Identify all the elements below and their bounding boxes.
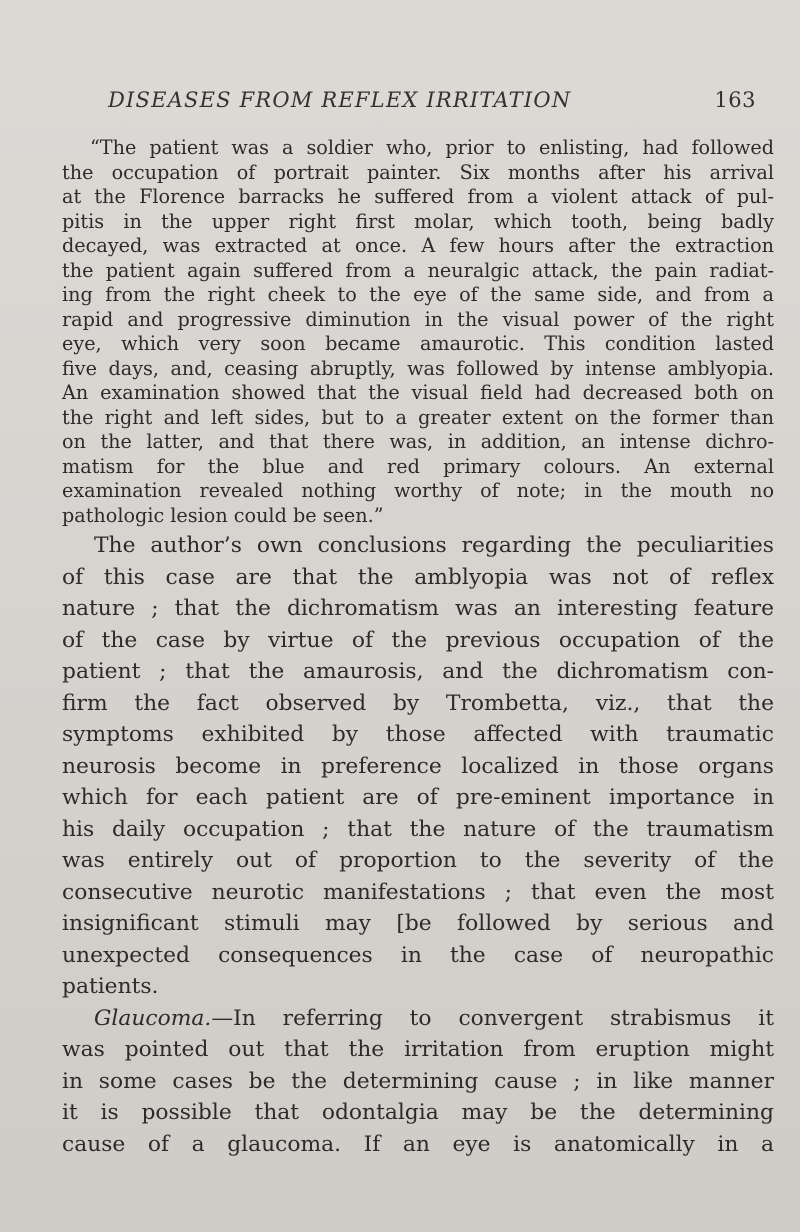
body-line: patient ; that the amaurosis, and the dichromatism con- (62, 659, 774, 684)
quote-line: eye, which very soon became amaurotic. This condition lasted (62, 332, 774, 355)
body-line: neurosis become in preference localized in those organs (62, 753, 774, 779)
body-line: cause of a glaucoma. If an eye is anatomically in a (62, 1131, 774, 1157)
body-line: consecutive neurotic manifestations ; that even the most (62, 879, 774, 905)
body-line: The author’s own conclusions regarding the peculiarities (94, 533, 774, 558)
quote-line: the patient again suffered from a neuralgic attack, the pain radiat- (62, 258, 774, 282)
body-line: firm the fact observed by Trombetta, viz., that the (62, 690, 774, 716)
body-line: it is possible that odontalgia may be the determining (62, 1100, 774, 1125)
body-line: nature ; that the dichromatism was an interesting feature (62, 596, 774, 621)
page-number: 163 (714, 88, 756, 112)
running-head (108, 88, 768, 118)
body-line: of this case are that the amblyopia was not of reflex (62, 564, 774, 590)
quote-line: pitis in the upper right first molar, which tooth, being badly (62, 209, 774, 233)
body-line: symptoms exhibited by those affected with traumatic (62, 722, 774, 747)
quote-line: An examination showed that the visual field had decreased both on (62, 381, 774, 404)
quote-line: ing from the right cheek to the eye of the same side, and from a (62, 283, 774, 306)
body-line: unexpected consequences in the case of neuropathic (62, 942, 774, 968)
quote-line: the occupation of portrait painter. Six months after his arrival (62, 160, 774, 184)
body-line: of the case by virtue of the previous occupation of the (62, 627, 774, 653)
quoted-case-report (62, 136, 774, 528)
glaucoma-paragraph-first-line (62, 1003, 774, 1035)
quote-line: five days, and, ceasing abruptly, was followed by intense amblyopia. (62, 356, 774, 380)
body-line: patients. (62, 974, 159, 999)
running-title: DISEASES FROM REFLEX IRRITATION (108, 88, 572, 112)
quote-line: decayed, was extracted at once. A few hours after the extraction (62, 234, 774, 257)
section-heading-glaucoma: Glaucoma. (94, 1005, 212, 1031)
body-line: was pointed out that the irritation from eruption might (62, 1037, 774, 1062)
quote-line: on the latter, and that there was, in addition, an intense dichro- (62, 430, 774, 453)
body-line-rest: —In referring to convergent strabismus it (211, 1005, 774, 1031)
quote-line: at the Florence barracks he suffered from a violent attack of pul- (62, 185, 774, 208)
body-line: his daily occupation ; that the nature of the traumatism (62, 816, 774, 842)
quote-line: pathologic lesion could be seen.” (62, 503, 384, 527)
body-line: in some cases be the determining cause ; in like manner (62, 1068, 774, 1094)
main-text (62, 530, 774, 1160)
quote-line: examination revealed nothing worthy of note; in the mouth no (62, 479, 774, 502)
body-line: which for each patient are of pre-eminent importance in (62, 785, 774, 810)
quote-line: matism for the blue and red primary colours. An external (62, 454, 774, 478)
body-line: was entirely out of proportion to the severity of the (62, 848, 774, 873)
quote-line: rapid and progressive diminution in the visual power of the right (62, 307, 774, 331)
quote-line: “The patient was a soldier who, prior to enlisting, had followed (90, 136, 774, 159)
quote-line: the right and left sides, but to a greater extent on the former than (62, 405, 774, 429)
body-line: insignificant stimuli may [be followed by serious and (62, 911, 774, 936)
